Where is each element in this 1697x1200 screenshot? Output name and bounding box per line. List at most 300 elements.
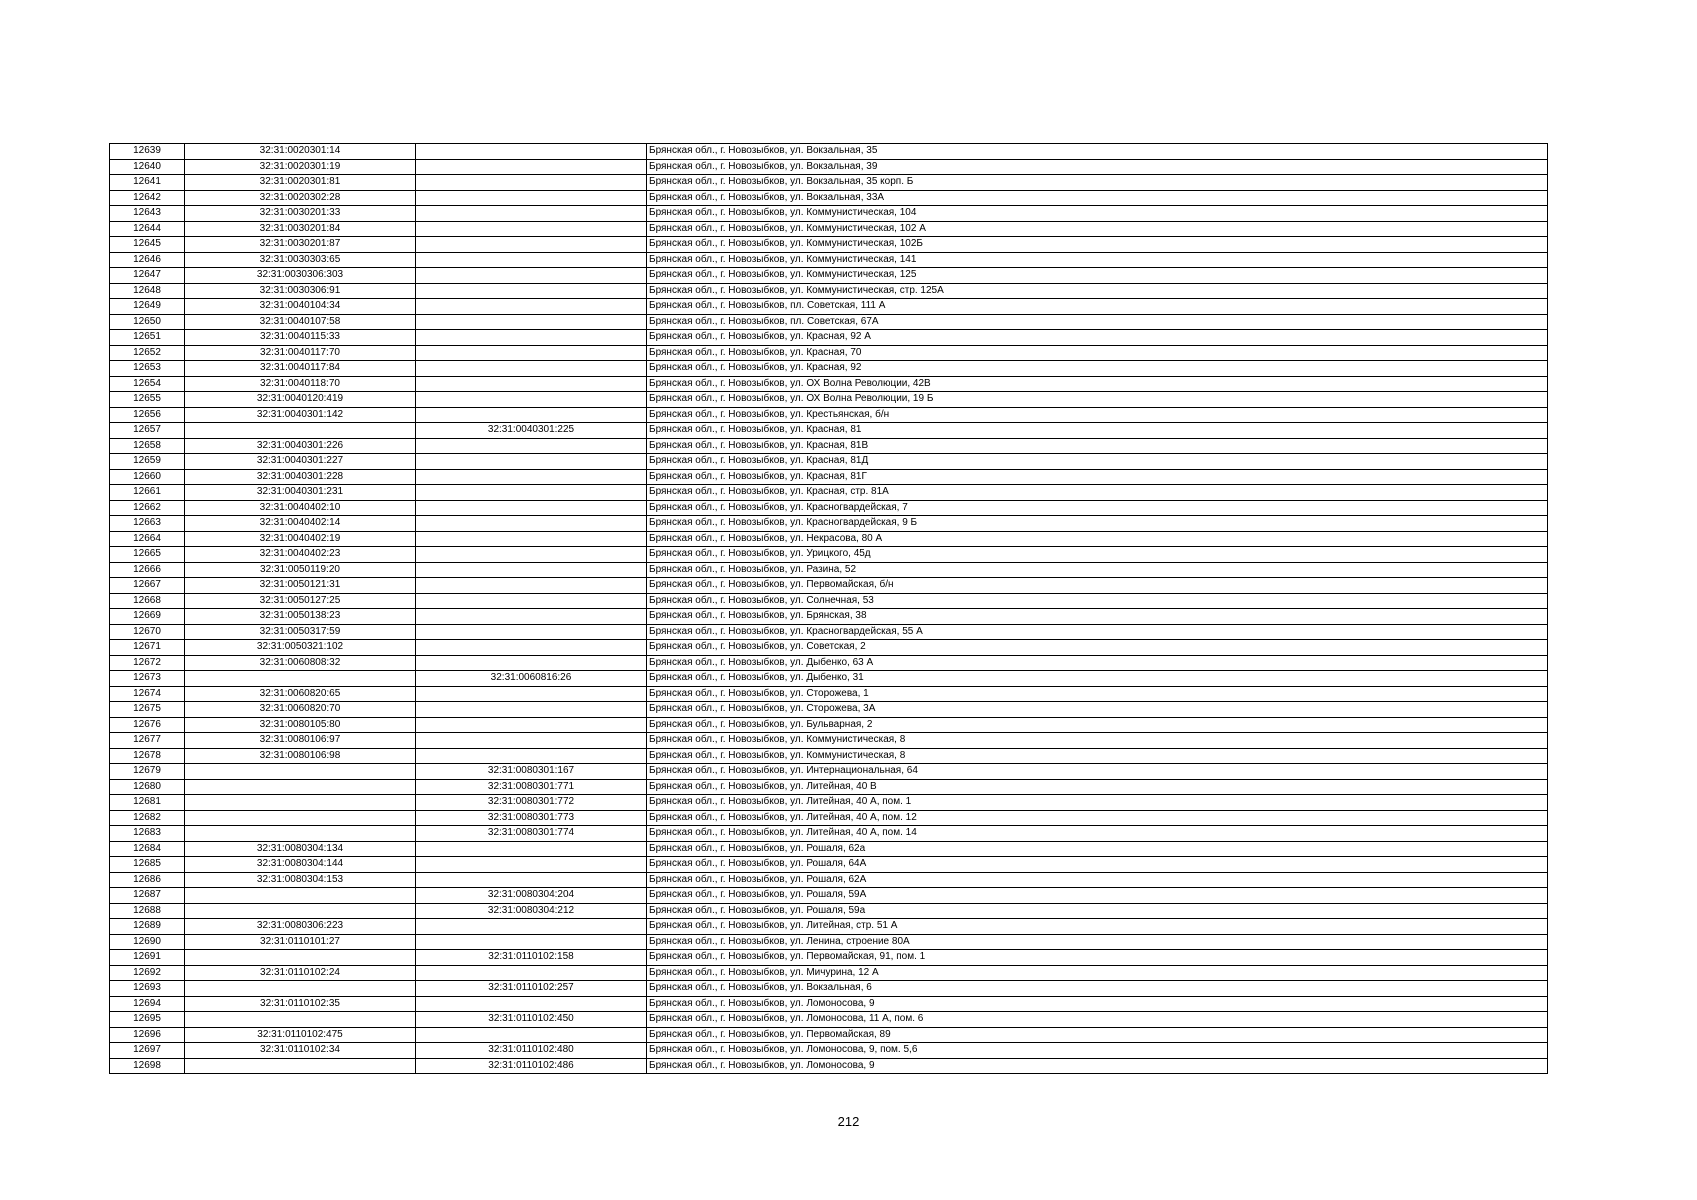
cadastral-number-cell: 32:31:0080306:223 <box>185 919 416 935</box>
parent-cadastral-number-cell <box>416 376 647 392</box>
table-row <box>110 376 1548 392</box>
table-row <box>110 795 1548 811</box>
parent-cadastral-number-cell <box>416 857 647 873</box>
table-row <box>110 965 1548 981</box>
cadastral-number-cell: 32:31:0030303:65 <box>185 252 416 268</box>
parent-cadastral-number-cell <box>416 1027 647 1043</box>
table-row <box>110 469 1548 485</box>
row-number-cell: 12690 <box>110 934 185 950</box>
parent-cadastral-number-cell <box>416 609 647 625</box>
table-row <box>110 950 1548 966</box>
cadastral-number-cell: 32:31:0040117:70 <box>185 345 416 361</box>
row-number-cell: 12686 <box>110 872 185 888</box>
parent-cadastral-number-cell: 32:31:0110102:480 <box>416 1043 647 1059</box>
cadastral-number-cell <box>185 779 416 795</box>
address-cell: Брянская обл., г. Новозыбков, ул. Вокзальная, 39 <box>647 159 1548 175</box>
row-number-cell: 12655 <box>110 392 185 408</box>
cadastral-number-cell <box>185 764 416 780</box>
parent-cadastral-number-cell <box>416 919 647 935</box>
parent-cadastral-number-cell: 32:31:0110102:450 <box>416 1012 647 1028</box>
cadastral-number-cell: 32:31:0110102:475 <box>185 1027 416 1043</box>
parent-cadastral-number-cell: 32:31:0080301:772 <box>416 795 647 811</box>
address-cell: Брянская обл., г. Новозыбков, ул. Разина, 52 <box>647 562 1548 578</box>
row-number-cell: 12648 <box>110 283 185 299</box>
row-number-cell: 12656 <box>110 407 185 423</box>
cadastral-number-cell <box>185 903 416 919</box>
cadastral-number-cell: 32:31:0030201:87 <box>185 237 416 253</box>
table-row <box>110 175 1548 191</box>
address-cell: Брянская обл., г. Новозыбков, ул. Красная, 92 <box>647 361 1548 377</box>
row-number-cell: 12670 <box>110 624 185 640</box>
cadastral-number-cell: 32:31:0040117:84 <box>185 361 416 377</box>
cadastral-number-cell: 32:31:0020301:19 <box>185 159 416 175</box>
table-row <box>110 919 1548 935</box>
row-number-cell: 12649 <box>110 299 185 315</box>
cadastral-number-cell: 32:31:0050317:59 <box>185 624 416 640</box>
parent-cadastral-number-cell <box>416 330 647 346</box>
row-number-cell: 12652 <box>110 345 185 361</box>
table-row <box>110 252 1548 268</box>
address-cell: Брянская обл., г. Новозыбков, ул. Дыбенко, 63 А <box>647 655 1548 671</box>
parent-cadastral-number-cell <box>416 500 647 516</box>
address-cell: Брянская обл., г. Новозыбков, ул. Красная, стр. 81А <box>647 485 1548 501</box>
cadastral-number-cell: 32:31:0020301:14 <box>185 144 416 160</box>
address-cell: Брянская обл., г. Новозыбков, ул. Красная, 81В <box>647 438 1548 454</box>
row-number-cell: 12650 <box>110 314 185 330</box>
row-number-cell: 12644 <box>110 221 185 237</box>
table-row <box>110 826 1548 842</box>
parent-cadastral-number-cell <box>416 748 647 764</box>
cadastral-number-cell <box>185 888 416 904</box>
table-row <box>110 624 1548 640</box>
page-number: 212 <box>837 1114 860 1129</box>
cadastral-number-cell: 32:31:0040115:33 <box>185 330 416 346</box>
cadastral-number-cell: 32:31:0040301:142 <box>185 407 416 423</box>
row-number-cell: 12693 <box>110 981 185 997</box>
table-row <box>110 717 1548 733</box>
parent-cadastral-number-cell: 32:31:0080301:167 <box>416 764 647 780</box>
table-row <box>110 562 1548 578</box>
table-row <box>110 888 1548 904</box>
parent-cadastral-number-cell <box>416 268 647 284</box>
row-number-cell: 12669 <box>110 609 185 625</box>
parent-cadastral-number-cell <box>416 996 647 1012</box>
row-number-cell: 12692 <box>110 965 185 981</box>
address-cell: Брянская обл., г. Новозыбков, ул. Рошаля, 62А <box>647 872 1548 888</box>
parent-cadastral-number-cell <box>416 965 647 981</box>
table-row <box>110 903 1548 919</box>
parent-cadastral-number-cell <box>416 655 647 671</box>
parent-cadastral-number-cell <box>416 562 647 578</box>
row-number-cell: 12667 <box>110 578 185 594</box>
address-cell: Брянская обл., г. Новозыбков, ул. Литейная, стр. 51 А <box>647 919 1548 935</box>
table-row <box>110 283 1548 299</box>
parent-cadastral-number-cell <box>416 872 647 888</box>
row-number-cell: 12696 <box>110 1027 185 1043</box>
table-row <box>110 609 1548 625</box>
row-number-cell: 12691 <box>110 950 185 966</box>
parent-cadastral-number-cell <box>416 624 647 640</box>
cadastral-number-cell <box>185 950 416 966</box>
address-cell: Брянская обл., г. Новозыбков, ул. Ломоносова, 9 <box>647 1058 1548 1074</box>
table-row <box>110 934 1548 950</box>
parent-cadastral-number-cell <box>416 531 647 547</box>
cadastral-number-cell: 32:31:0040107:58 <box>185 314 416 330</box>
address-cell: Брянская обл., г. Новозыбков, ул. Сторожева, 3А <box>647 702 1548 718</box>
row-number-cell: 12688 <box>110 903 185 919</box>
row-number-cell: 12682 <box>110 810 185 826</box>
row-number-cell: 12664 <box>110 531 185 547</box>
table-row <box>110 221 1548 237</box>
cadastral-number-cell: 32:31:0040402:14 <box>185 516 416 532</box>
row-number-cell: 12683 <box>110 826 185 842</box>
table-row <box>110 159 1548 175</box>
address-cell: Брянская обл., г. Новозыбков, пл. Советская, 111 А <box>647 299 1548 315</box>
row-number-cell: 12639 <box>110 144 185 160</box>
parent-cadastral-number-cell: 32:31:0080301:773 <box>416 810 647 826</box>
row-number-cell: 12697 <box>110 1043 185 1059</box>
parent-cadastral-number-cell: 32:31:0080301:774 <box>416 826 647 842</box>
parent-cadastral-number-cell <box>416 640 647 656</box>
table-row <box>110 485 1548 501</box>
row-number-cell: 12643 <box>110 206 185 222</box>
row-number-cell: 12653 <box>110 361 185 377</box>
address-cell: Брянская обл., г. Новозыбков, ул. Литейная, 40 В <box>647 779 1548 795</box>
address-cell: Брянская обл., г. Новозыбков, ул. Крестьянская, б/н <box>647 407 1548 423</box>
row-number-cell: 12689 <box>110 919 185 935</box>
parent-cadastral-number-cell <box>416 717 647 733</box>
table-row <box>110 531 1548 547</box>
cadastral-number-cell: 32:31:0080106:97 <box>185 733 416 749</box>
parent-cadastral-number-cell <box>416 407 647 423</box>
parent-cadastral-number-cell <box>416 206 647 222</box>
cadastral-number-cell: 32:31:0040301:228 <box>185 469 416 485</box>
row-number-cell: 12684 <box>110 841 185 857</box>
table-row <box>110 314 1548 330</box>
parent-cadastral-number-cell: 32:31:0080304:204 <box>416 888 647 904</box>
parent-cadastral-number-cell <box>416 252 647 268</box>
address-cell: Брянская обл., г. Новозыбков, ул. Коммунистическая, 102 А <box>647 221 1548 237</box>
cadastral-number-cell: 32:31:0050121:31 <box>185 578 416 594</box>
address-cell: Брянская обл., г. Новозыбков, ул. Рошаля, 62а <box>647 841 1548 857</box>
cadastral-number-cell: 32:31:0040301:231 <box>185 485 416 501</box>
table-row <box>110 702 1548 718</box>
address-cell: Брянская обл., г. Новозыбков, ул. Красная, 81 <box>647 423 1548 439</box>
parent-cadastral-number-cell <box>416 345 647 361</box>
row-number-cell: 12662 <box>110 500 185 516</box>
cadastral-number-cell <box>185 981 416 997</box>
table-row <box>110 206 1548 222</box>
address-cell: Брянская обл., г. Новозыбков, ул. Вокзальная, 33А <box>647 190 1548 206</box>
row-number-cell: 12674 <box>110 686 185 702</box>
address-cell: Брянская обл., г. Новозыбков, ул. Красная, 81Г <box>647 469 1548 485</box>
cadastral-number-cell: 32:31:0030201:84 <box>185 221 416 237</box>
table-row <box>110 1012 1548 1028</box>
address-cell: Брянская обл., г. Новозыбков, ул. ОХ Волна Революции, 19 Б <box>647 392 1548 408</box>
row-number-cell: 12651 <box>110 330 185 346</box>
address-cell: Брянская обл., г. Новозыбков, ул. Урицкого, 45д <box>647 547 1548 563</box>
address-cell: Брянская обл., г. Новозыбков, ул. Коммунистическая, стр. 125А <box>647 283 1548 299</box>
cadastral-number-cell: 32:31:0080304:153 <box>185 872 416 888</box>
table-row <box>110 686 1548 702</box>
cadastral-number-cell: 32:31:0030306:91 <box>185 283 416 299</box>
row-number-cell: 12677 <box>110 733 185 749</box>
address-cell: Брянская обл., г. Новозыбков, ул. Коммунистическая, 104 <box>647 206 1548 222</box>
address-cell: Брянская обл., г. Новозыбков, ул. Литейная, 40 А, пом. 12 <box>647 810 1548 826</box>
cadastral-number-cell: 32:31:0030306:303 <box>185 268 416 284</box>
parent-cadastral-number-cell: 32:31:0040301:225 <box>416 423 647 439</box>
address-cell: Брянская обл., г. Новозыбков, ул. Дыбенко, 31 <box>647 671 1548 687</box>
cadastral-number-cell: 32:31:0020302:28 <box>185 190 416 206</box>
address-cell: Брянская обл., г. Новозыбков, ул. Ленина, строение 80А <box>647 934 1548 950</box>
cadastral-number-cell <box>185 1012 416 1028</box>
parent-cadastral-number-cell <box>416 237 647 253</box>
address-cell: Брянская обл., г. Новозыбков, ул. Интернациональная, 64 <box>647 764 1548 780</box>
table-row <box>110 516 1548 532</box>
parent-cadastral-number-cell <box>416 516 647 532</box>
cadastral-number-cell: 32:31:0040301:226 <box>185 438 416 454</box>
table-row <box>110 299 1548 315</box>
cadastral-number-cell <box>185 671 416 687</box>
cadastral-number-cell: 32:31:0050321:102 <box>185 640 416 656</box>
table-row <box>110 996 1548 1012</box>
table-row <box>110 547 1548 563</box>
row-number-cell: 12666 <box>110 562 185 578</box>
table-row <box>110 981 1548 997</box>
row-number-cell: 12694 <box>110 996 185 1012</box>
address-cell: Брянская обл., г. Новозыбков, ул. Сторожева, 1 <box>647 686 1548 702</box>
address-cell: Брянская обл., г. Новозыбков, ул. ОХ Волна Революции, 42В <box>647 376 1548 392</box>
table-row <box>110 578 1548 594</box>
address-cell: Брянская обл., г. Новозыбков, ул. Рошаля, 59а <box>647 903 1548 919</box>
table-row <box>110 640 1548 656</box>
parent-cadastral-number-cell <box>416 934 647 950</box>
address-cell: Брянская обл., г. Новозыбков, ул. Коммунистическая, 102Б <box>647 237 1548 253</box>
table-row <box>110 500 1548 516</box>
row-number-cell: 12641 <box>110 175 185 191</box>
parent-cadastral-number-cell <box>416 593 647 609</box>
table-row <box>110 361 1548 377</box>
row-number-cell: 12647 <box>110 268 185 284</box>
row-number-cell: 12646 <box>110 252 185 268</box>
table-row <box>110 779 1548 795</box>
table-row <box>110 438 1548 454</box>
address-cell: Брянская обл., г. Новозыбков, ул. Ломоносова, 11 А, пом. 6 <box>647 1012 1548 1028</box>
table-row <box>110 1058 1548 1074</box>
address-cell: Брянская обл., г. Новозыбков, ул. Коммунистическая, 8 <box>647 733 1548 749</box>
parent-cadastral-number-cell: 32:31:0110102:486 <box>416 1058 647 1074</box>
row-number-cell: 12673 <box>110 671 185 687</box>
parent-cadastral-number-cell <box>416 454 647 470</box>
cadastral-number-cell: 32:31:0060820:65 <box>185 686 416 702</box>
address-cell: Брянская обл., г. Новозыбков, пл. Советская, 67А <box>647 314 1548 330</box>
parent-cadastral-number-cell <box>416 686 647 702</box>
address-cell: Брянская обл., г. Новозыбков, ул. Коммунистическая, 125 <box>647 268 1548 284</box>
table-row <box>110 1043 1548 1059</box>
address-cell: Брянская обл., г. Новозыбков, ул. Вокзальная, 35 корп. Б <box>647 175 1548 191</box>
cadastral-number-cell: 32:31:0040301:227 <box>185 454 416 470</box>
parent-cadastral-number-cell <box>416 221 647 237</box>
row-number-cell: 12668 <box>110 593 185 609</box>
row-number-cell: 12698 <box>110 1058 185 1074</box>
row-number-cell: 12660 <box>110 469 185 485</box>
parent-cadastral-number-cell <box>416 469 647 485</box>
cadastral-number-cell: 32:31:0080105:80 <box>185 717 416 733</box>
address-cell: Брянская обл., г. Новозыбков, ул. Коммунистическая, 141 <box>647 252 1548 268</box>
parent-cadastral-number-cell <box>416 392 647 408</box>
table-row <box>110 392 1548 408</box>
row-number-cell: 12678 <box>110 748 185 764</box>
cadastral-number-cell: 32:31:0060820:70 <box>185 702 416 718</box>
row-number-cell: 12687 <box>110 888 185 904</box>
table-row <box>110 748 1548 764</box>
address-cell: Брянская обл., г. Новозыбков, ул. Солнечная, 53 <box>647 593 1548 609</box>
cadastral-number-cell: 32:31:0110101:27 <box>185 934 416 950</box>
table-row <box>110 655 1548 671</box>
parent-cadastral-number-cell <box>416 144 647 160</box>
address-cell: Брянская обл., г. Новозыбков, ул. Некрасова, 80 А <box>647 531 1548 547</box>
row-number-cell: 12679 <box>110 764 185 780</box>
cadastral-number-cell <box>185 810 416 826</box>
table-row <box>110 841 1548 857</box>
cadastral-number-cell: 32:31:0040402:19 <box>185 531 416 547</box>
cadastral-number-cell: 32:31:0110102:34 <box>185 1043 416 1059</box>
address-cell: Брянская обл., г. Новозыбков, ул. Красная, 81Д <box>647 454 1548 470</box>
parent-cadastral-number-cell <box>416 299 647 315</box>
address-cell: Брянская обл., г. Новозыбков, ул. Литейная, 40 А, пом. 14 <box>647 826 1548 842</box>
table-row <box>110 810 1548 826</box>
parent-cadastral-number-cell <box>416 438 647 454</box>
address-cell: Брянская обл., г. Новозыбков, ул. Первомайская, 91, пом. 1 <box>647 950 1548 966</box>
table-row <box>110 407 1548 423</box>
address-cell: Брянская обл., г. Новозыбков, ул. Ломоносова, 9, пом. 5,6 <box>647 1043 1548 1059</box>
cadastral-number-cell: 32:31:0040402:10 <box>185 500 416 516</box>
table-row <box>110 423 1548 439</box>
address-cell: Брянская обл., г. Новозыбков, ул. Первомайская, б/н <box>647 578 1548 594</box>
cadastral-number-cell <box>185 826 416 842</box>
parent-cadastral-number-cell: 32:31:0110102:158 <box>416 950 647 966</box>
row-number-cell: 12659 <box>110 454 185 470</box>
cadastral-number-cell: 32:31:0080304:134 <box>185 841 416 857</box>
table-row <box>110 671 1548 687</box>
row-number-cell: 12657 <box>110 423 185 439</box>
address-cell: Брянская обл., г. Новозыбков, ул. Красная, 70 <box>647 345 1548 361</box>
table-row <box>110 1027 1548 1043</box>
address-cell: Брянская обл., г. Новозыбков, ул. Советская, 2 <box>647 640 1548 656</box>
table-row <box>110 330 1548 346</box>
cadastral-number-cell <box>185 795 416 811</box>
table-row <box>110 144 1548 160</box>
cadastral-number-cell: 32:31:0030201:33 <box>185 206 416 222</box>
address-cell: Брянская обл., г. Новозыбков, ул. Вокзальная, 35 <box>647 144 1548 160</box>
table-row <box>110 268 1548 284</box>
table-row <box>110 733 1548 749</box>
registry-table <box>109 143 1548 1074</box>
table-row <box>110 872 1548 888</box>
cadastral-number-cell: 32:31:0080304:144 <box>185 857 416 873</box>
row-number-cell: 12661 <box>110 485 185 501</box>
parent-cadastral-number-cell <box>416 283 647 299</box>
table-row <box>110 190 1548 206</box>
row-number-cell: 12676 <box>110 717 185 733</box>
parent-cadastral-number-cell <box>416 733 647 749</box>
table-row <box>110 345 1548 361</box>
address-cell: Брянская обл., г. Новозыбков, ул. Мичурина, 12 А <box>647 965 1548 981</box>
cadastral-number-cell: 32:31:0050127:25 <box>185 593 416 609</box>
address-cell: Брянская обл., г. Новозыбков, ул. Брянская, 38 <box>647 609 1548 625</box>
cadastral-number-cell: 32:31:0020301:81 <box>185 175 416 191</box>
parent-cadastral-number-cell: 32:31:0080301:771 <box>416 779 647 795</box>
cadastral-number-cell: 32:31:0040120:419 <box>185 392 416 408</box>
cadastral-number-cell: 32:31:0110102:35 <box>185 996 416 1012</box>
table-row <box>110 454 1548 470</box>
cadastral-number-cell: 32:31:0040402:23 <box>185 547 416 563</box>
cadastral-number-cell: 32:31:0060808:32 <box>185 655 416 671</box>
cadastral-number-cell: 32:31:0110102:24 <box>185 965 416 981</box>
cadastral-number-cell: 32:31:0040104:34 <box>185 299 416 315</box>
address-cell: Брянская обл., г. Новозыбков, ул. Рошаля, 59А <box>647 888 1548 904</box>
row-number-cell: 12675 <box>110 702 185 718</box>
cadastral-number-cell <box>185 423 416 439</box>
row-number-cell: 12645 <box>110 237 185 253</box>
table-row <box>110 237 1548 253</box>
parent-cadastral-number-cell <box>416 547 647 563</box>
row-number-cell: 12672 <box>110 655 185 671</box>
registry-table-body <box>110 144 1548 1074</box>
row-number-cell: 12658 <box>110 438 185 454</box>
address-cell: Брянская обл., г. Новозыбков, ул. Вокзальная, 6 <box>647 981 1548 997</box>
table-row <box>110 857 1548 873</box>
address-cell: Брянская обл., г. Новозыбков, ул. Литейная, 40 А, пом. 1 <box>647 795 1548 811</box>
parent-cadastral-number-cell <box>416 314 647 330</box>
table-row <box>110 764 1548 780</box>
row-number-cell: 12680 <box>110 779 185 795</box>
cadastral-number-cell: 32:31:0050119:20 <box>185 562 416 578</box>
address-cell: Брянская обл., г. Новозыбков, ул. Первомайская, 89 <box>647 1027 1548 1043</box>
parent-cadastral-number-cell <box>416 190 647 206</box>
parent-cadastral-number-cell: 32:31:0110102:257 <box>416 981 647 997</box>
address-cell: Брянская обл., г. Новозыбков, ул. Красная, 92 А <box>647 330 1548 346</box>
cadastral-number-cell: 32:31:0040118:70 <box>185 376 416 392</box>
parent-cadastral-number-cell <box>416 702 647 718</box>
row-number-cell: 12671 <box>110 640 185 656</box>
row-number-cell: 12663 <box>110 516 185 532</box>
row-number-cell: 12695 <box>110 1012 185 1028</box>
row-number-cell: 12681 <box>110 795 185 811</box>
address-cell: Брянская обл., г. Новозыбков, ул. Красногвардейская, 7 <box>647 500 1548 516</box>
parent-cadastral-number-cell: 32:31:0080304:212 <box>416 903 647 919</box>
parent-cadastral-number-cell <box>416 485 647 501</box>
cadastral-number-cell: 32:31:0050138:23 <box>185 609 416 625</box>
cadastral-number-cell: 32:31:0080106:98 <box>185 748 416 764</box>
row-number-cell: 12654 <box>110 376 185 392</box>
cadastral-number-cell <box>185 1058 416 1074</box>
address-cell: Брянская обл., г. Новозыбков, ул. Красногвардейская, 9 Б <box>647 516 1548 532</box>
parent-cadastral-number-cell <box>416 159 647 175</box>
parent-cadastral-number-cell: 32:31:0060816:26 <box>416 671 647 687</box>
parent-cadastral-number-cell <box>416 175 647 191</box>
row-number-cell: 12685 <box>110 857 185 873</box>
address-cell: Брянская обл., г. Новозыбков, ул. Рошаля, 64А <box>647 857 1548 873</box>
address-cell: Брянская обл., г. Новозыбков, ул. Ломоносова, 9 <box>647 996 1548 1012</box>
row-number-cell: 12642 <box>110 190 185 206</box>
address-cell: Брянская обл., г. Новозыбков, ул. Бульварная, 2 <box>647 717 1548 733</box>
row-number-cell: 12640 <box>110 159 185 175</box>
table-row <box>110 593 1548 609</box>
parent-cadastral-number-cell <box>416 578 647 594</box>
address-cell: Брянская обл., г. Новозыбков, ул. Коммунистическая, 8 <box>647 748 1548 764</box>
row-number-cell: 12665 <box>110 547 185 563</box>
